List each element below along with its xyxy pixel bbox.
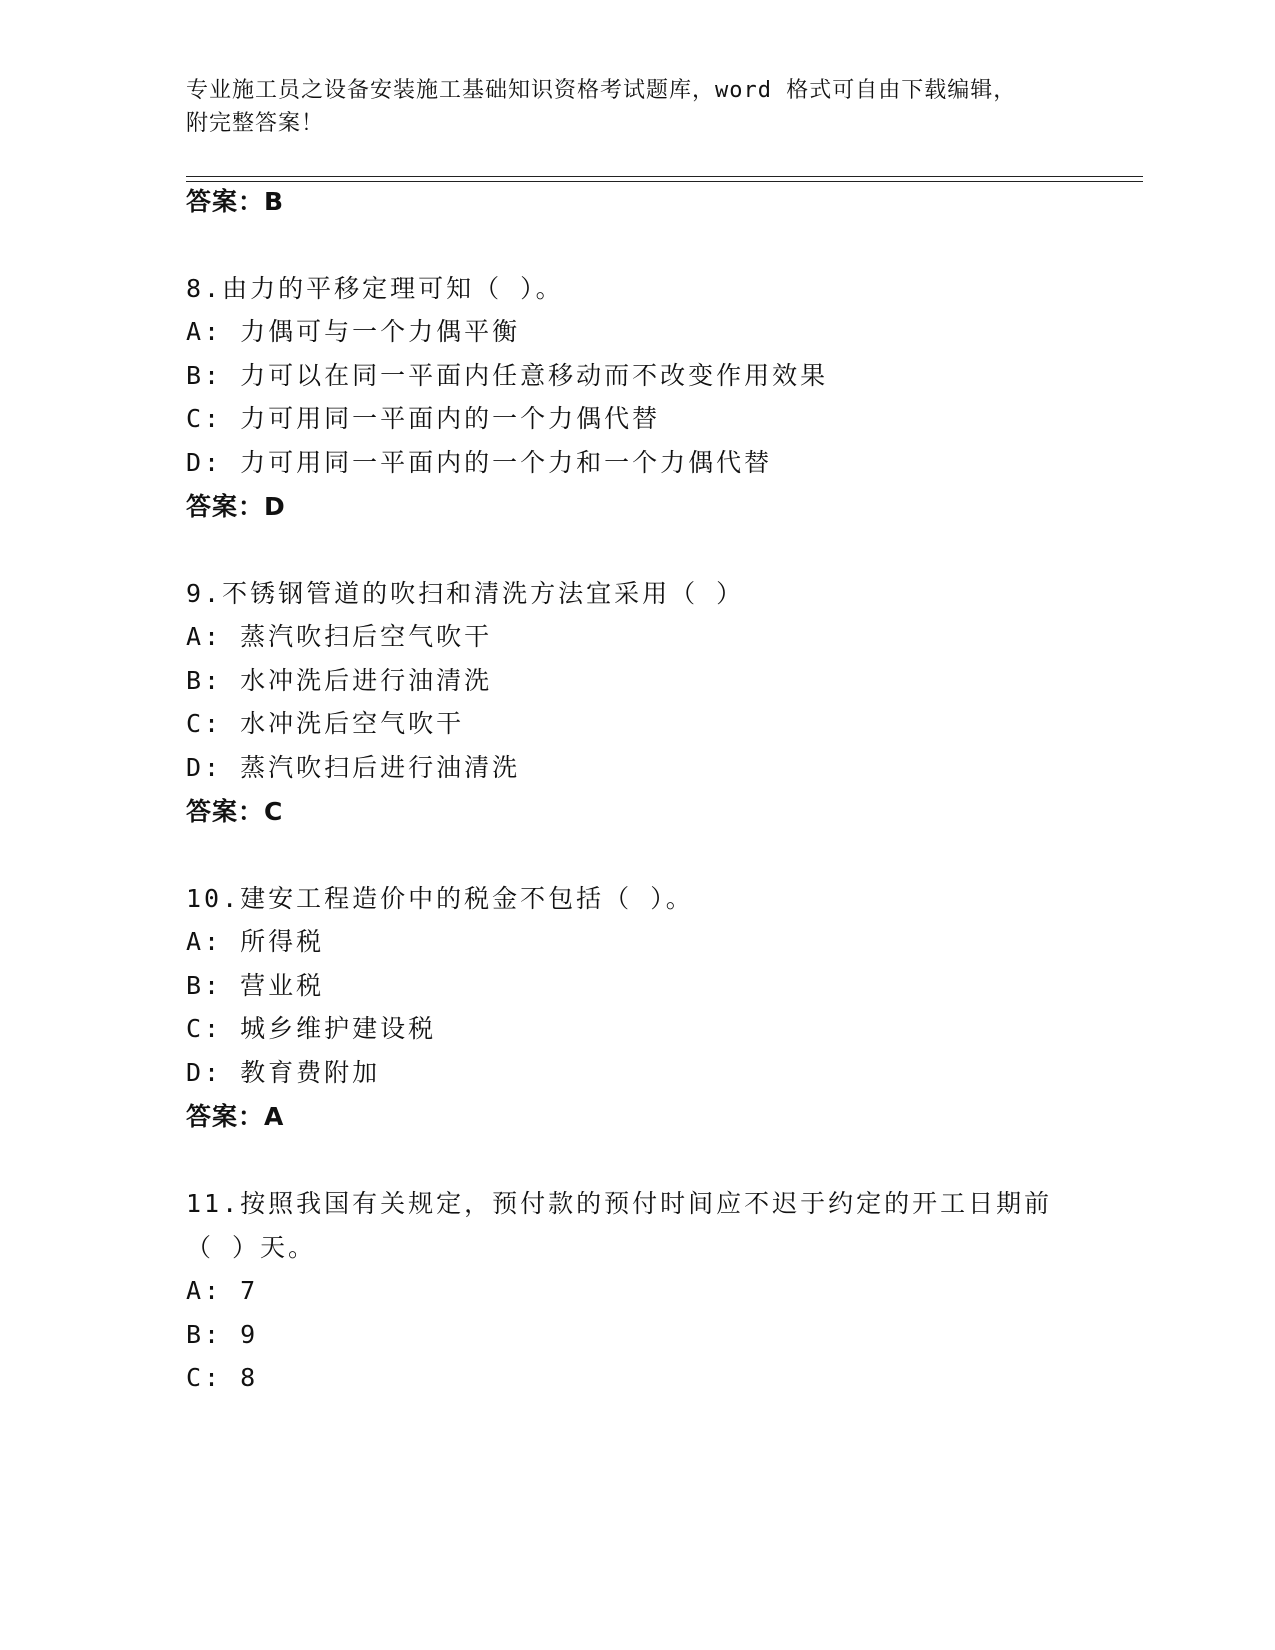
question-9-option-c: C: 水冲洗后空气吹干 — [186, 709, 465, 738]
document-header: 专业施工员之设备安装施工基础知识资格考试题库，word 格式可自由下载编辑， 附完整答案！ — [186, 78, 1017, 136]
question-9-option-b: B: 水冲洗后进行油清洗 — [186, 666, 493, 695]
question-8-answer: 答案：D — [186, 492, 286, 521]
question-8-option-c: C: 力可用同一平面内的一个力偶代替 — [186, 404, 661, 433]
question-10-option-c: C: 城乡维护建设税 — [186, 1014, 437, 1043]
question-11-option-a: A: 7 — [186, 1276, 259, 1305]
question-9-stem: 9.不锈钢管道的吹扫和清洗方法宜采用（ ） — [186, 579, 745, 608]
question-10-answer: 答案：A — [186, 1102, 285, 1131]
question-11-option-c: C: 8 — [186, 1363, 259, 1392]
header-divider-thick — [186, 176, 1143, 177]
question-8-option-d: D: 力可用同一平面内的一个力和一个力偶代替 — [186, 448, 773, 477]
question-10-option-b: B: 营业税 — [186, 971, 325, 1000]
question-8-option-b: B: 力可以在同一平面内任意移动而不改变作用效果 — [186, 361, 829, 390]
question-10-option-a: A: 所得税 — [186, 927, 325, 956]
question-9-option-d: D: 蒸汽吹扫后进行油清洗 — [186, 753, 521, 782]
previous-answer: 答案：B — [186, 187, 285, 216]
question-9-option-a: A: 蒸汽吹扫后空气吹干 — [186, 622, 493, 651]
question-10-stem: 10.建安工程造价中的税金不包括（ ）。 — [186, 884, 694, 913]
question-11-stem-line-1: 11.按照我国有关规定，预付款的预付时间应不迟于约定的开工日期前 — [186, 1189, 1053, 1218]
question-11-stem-line-2: （ ）天。 — [186, 1233, 317, 1262]
question-9-answer: 答案：C — [186, 797, 284, 826]
question-8-option-a: A: 力偶可与一个力偶平衡 — [186, 317, 521, 346]
question-11-option-b: B: 9 — [186, 1320, 259, 1349]
header-divider-thin — [186, 181, 1143, 182]
question-10-option-d: D: 教育费附加 — [186, 1058, 381, 1087]
question-8-stem: 8.由力的平移定理可知（ ）。 — [186, 274, 564, 303]
